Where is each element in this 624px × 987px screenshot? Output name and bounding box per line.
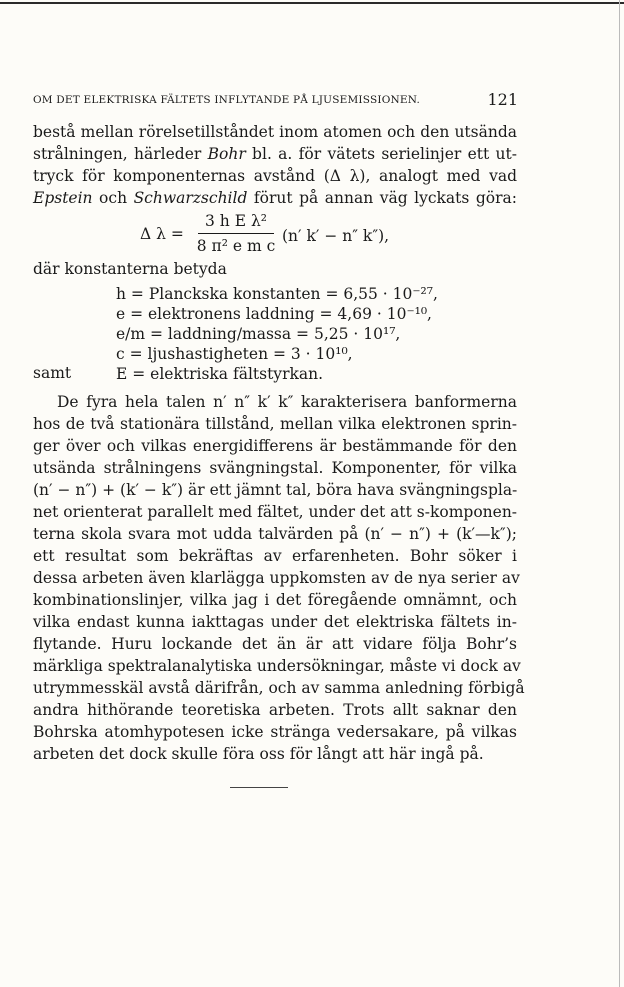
formula-numerator: 3 h E λ² bbox=[205, 212, 267, 230]
text-line: vilka endast kunna iakttagas under det elektriska fältets in- bbox=[33, 613, 517, 631]
text-line: märkliga spektralanalytiska undersökningar, måste vi dock av bbox=[33, 657, 521, 675]
running-head: OM DET ELEKTRISKA FÄLTETS INFLYTANDE PÅ LJUSEMISSIONEN. bbox=[33, 94, 421, 106]
text-line: kombinationslinjer, vilka jag i det föregående omnämnt, och bbox=[33, 591, 517, 609]
formula-rhs: (n′ k′ − n″ k″), bbox=[282, 227, 390, 245]
text-line: terna skola svara mot udda talvärden på (n′ − n″) + (k′—k″); bbox=[33, 525, 517, 543]
fraction-bar bbox=[198, 233, 274, 234]
constant-field-strength: E = elektriska fältstyrkan. bbox=[116, 365, 324, 383]
author-name: Schwarzschild bbox=[133, 189, 248, 207]
end-rule bbox=[230, 787, 288, 788]
text-line: (n′ − n″) + (k′ − k″) är ett jämnt tal, böra hava svängningspla- bbox=[33, 481, 518, 499]
constants-intro: där konstanterna betyda bbox=[33, 260, 227, 278]
constant-light-speed: c = ljushastigheten = 3 · 10¹⁰, bbox=[116, 345, 353, 363]
text-line: tryck för komponenternas avstånd (Δ λ), analogt med vad bbox=[33, 167, 517, 185]
text-line: flytande. Huru lockande det än är att vidare följa Bohr’s bbox=[33, 635, 517, 653]
page-number: 121 bbox=[487, 90, 518, 109]
text-line: dessa arbeten även klarlägga uppkomsten av de nya serier av bbox=[33, 569, 520, 587]
formula-lhs: Δ λ = bbox=[140, 225, 184, 243]
text-line: andra hithörande teoretiska arbeten. Trots allt saknar den bbox=[33, 701, 517, 719]
text-line bbox=[33, 143, 517, 165]
author-name: Bohr bbox=[207, 145, 246, 163]
text-line-last: arbeten det dock skulle föra oss för långt att här ingå på. bbox=[33, 745, 484, 763]
text-run: förut på annan väg lyckats göra: bbox=[247, 189, 517, 207]
formula bbox=[140, 210, 440, 260]
formula-fraction bbox=[196, 210, 276, 257]
text-line: utsända strålningens svängningstal. Komponenter, för vilka bbox=[33, 459, 517, 477]
text-line: bestå mellan rörelsetillståndet inom atomen och den utsända bbox=[33, 123, 517, 141]
right-page-edge bbox=[619, 0, 620, 987]
text-line: ger över och vilkas energidifferens är bestämmande för den bbox=[33, 437, 517, 455]
text-run: bl. a. för vätets serielinjer ett ut- bbox=[245, 145, 518, 163]
top-page-edge bbox=[0, 2, 624, 4]
text-run: och bbox=[92, 189, 134, 207]
text-line: De fyra hela talen n′ n″ k′ k″ karakterisera banformerna bbox=[57, 393, 517, 411]
constant-planck: h = Planckska konstanten = 6,55 · 10⁻²⁷, bbox=[116, 285, 438, 303]
text-line bbox=[33, 187, 517, 209]
formula-denominator: 8 π² e m c bbox=[196, 237, 276, 255]
text-line: Bohrska atomhypotesen icke stränga vedersakare, på vilkas bbox=[33, 723, 517, 741]
author-name: Epstein bbox=[33, 189, 93, 207]
text-line: ett resultat som bekräftas av erfarenheten. Bohr söker i bbox=[33, 547, 517, 565]
text-line: utrymmesskäl avstå därifrån, och av samma anledning förbigå bbox=[33, 679, 525, 697]
text-run: strålningen, härleder bbox=[33, 145, 208, 163]
constant-charge: e = elektronens laddning = 4,69 · 10⁻¹⁰, bbox=[116, 305, 432, 323]
page-header bbox=[33, 90, 518, 112]
constant-charge-mass: e/m = laddning/massa = 5,25 · 10¹⁷, bbox=[116, 325, 401, 343]
text-line: net orienterat parallelt med fältet, under det att s-komponen- bbox=[33, 503, 518, 521]
samt-label: samt bbox=[33, 364, 72, 382]
text-line: hos de två stationära tillstånd, mellan vilka elektronen sprin- bbox=[33, 415, 517, 433]
